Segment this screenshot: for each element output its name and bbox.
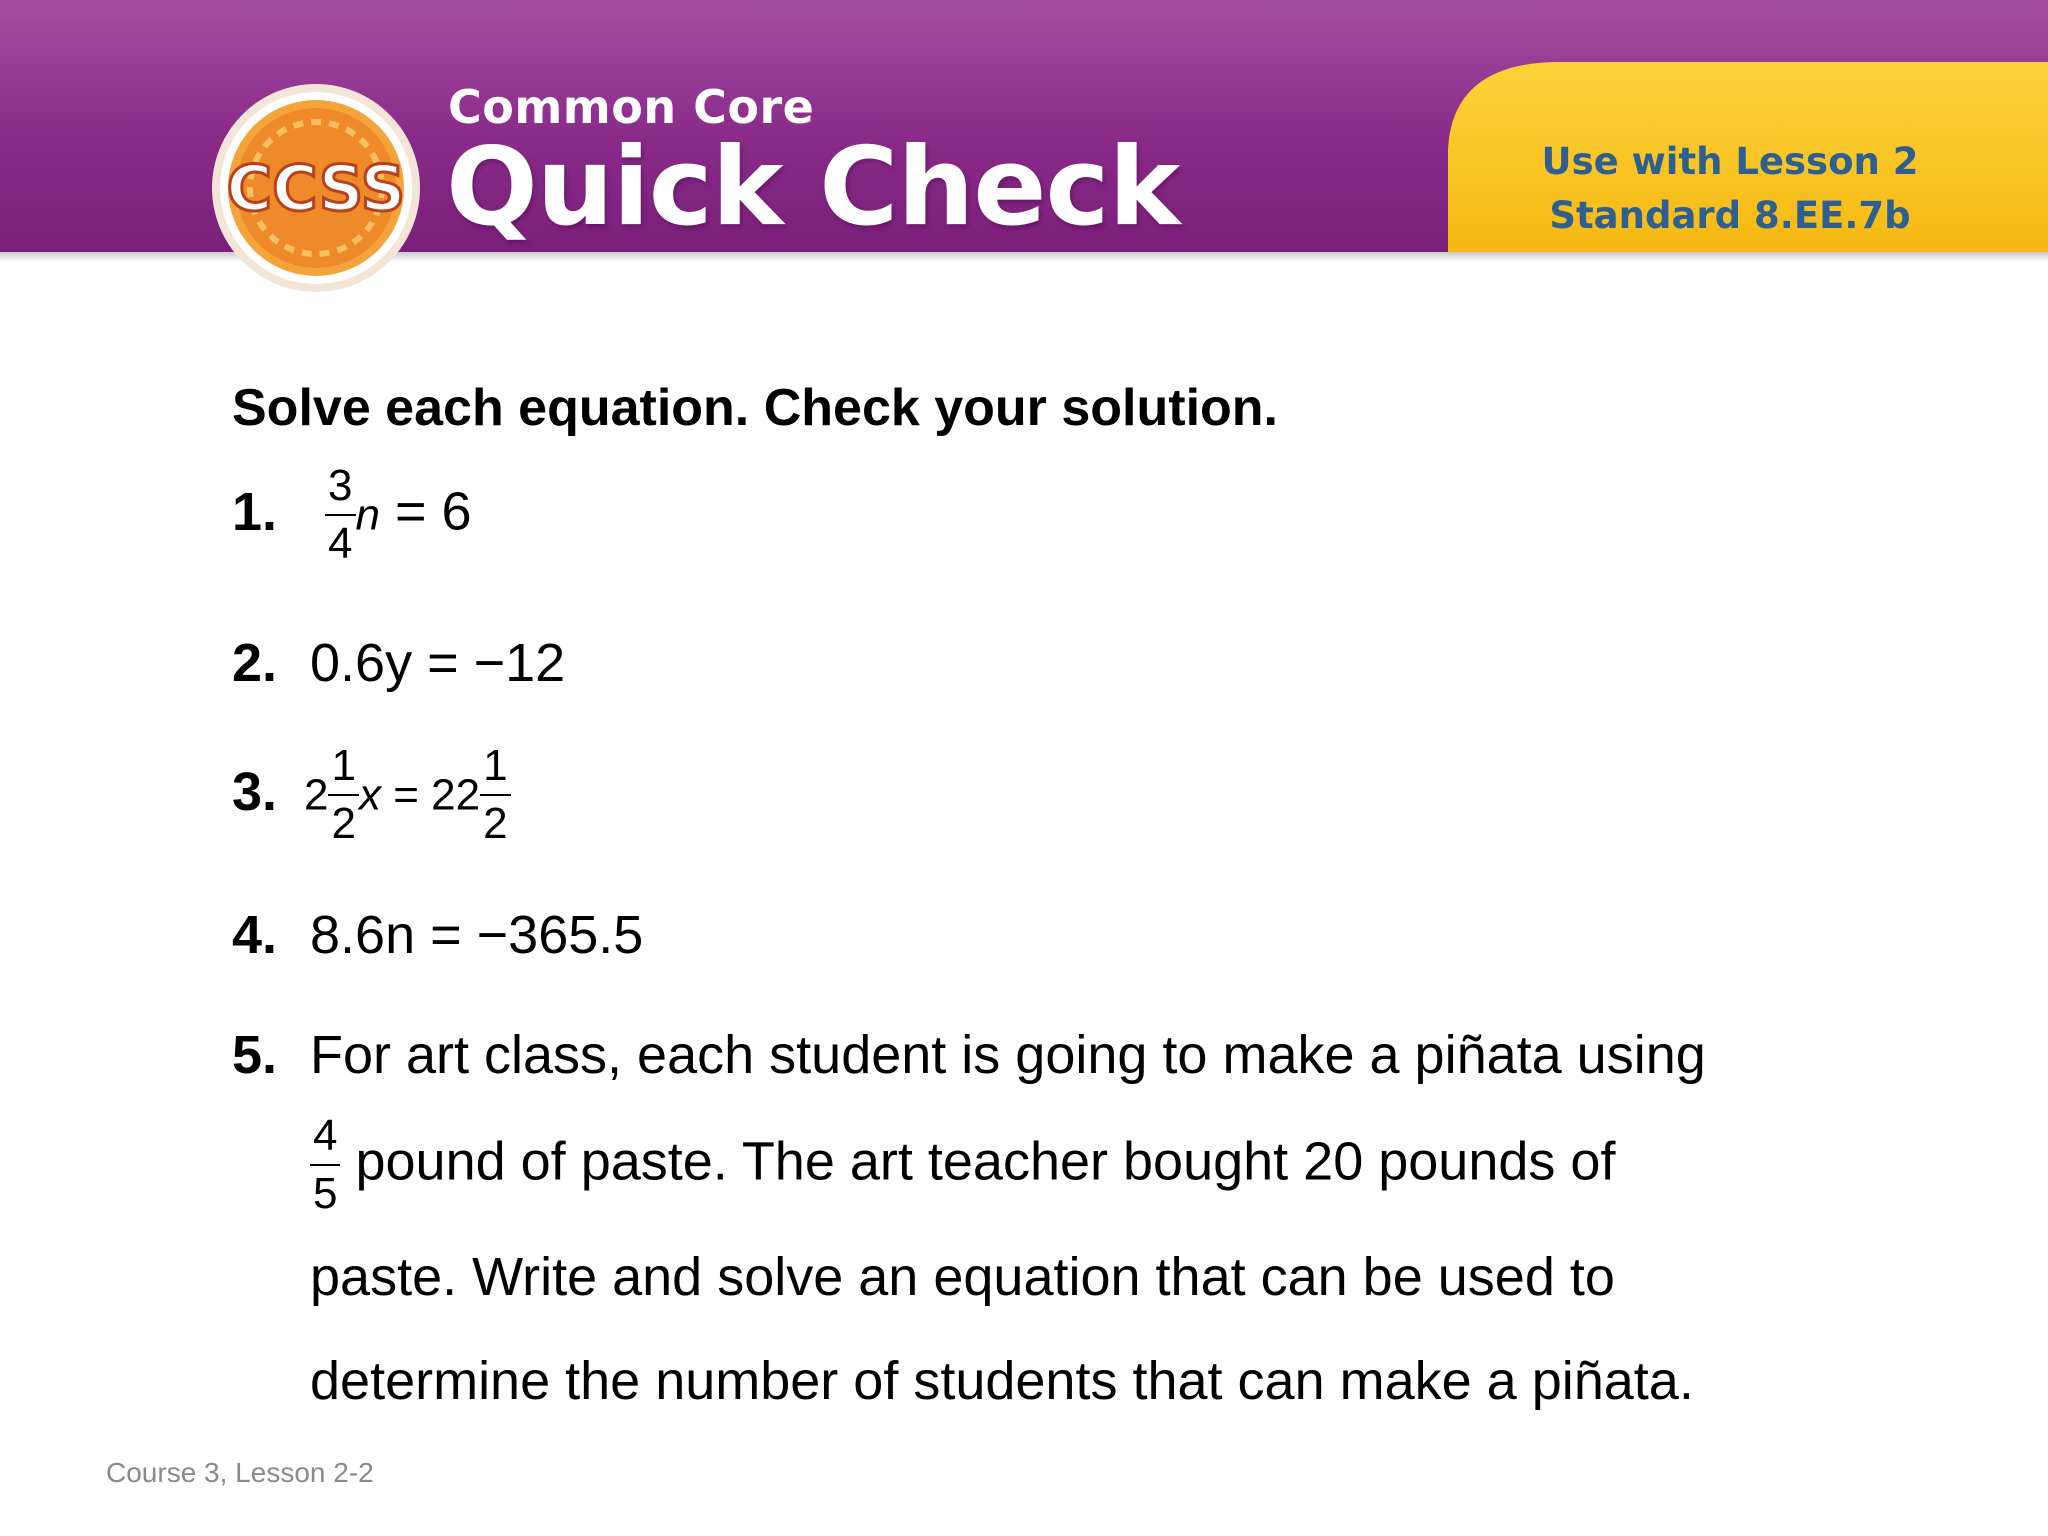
fraction-numerator: 1 <box>480 742 510 796</box>
lesson-standard-box <box>1500 135 1960 243</box>
fraction <box>310 1112 340 1219</box>
problem-5 <box>232 1024 1706 1086</box>
equation-text: 8.6n = −365.5 <box>310 905 644 965</box>
equation-text: 0.6y = −12 <box>310 633 566 693</box>
whole-number: 2 <box>304 770 329 820</box>
fraction-denominator: 2 <box>483 799 508 849</box>
fraction-numerator: 1 <box>328 742 358 796</box>
header-title: Quick Check <box>446 125 1180 250</box>
problem-number: 1. <box>232 481 278 542</box>
logo-text: CCSS <box>226 152 406 225</box>
problem-number: 5. <box>232 1025 278 1085</box>
problem-3 <box>232 742 511 849</box>
header-eyebrow: Common Core <box>448 80 815 134</box>
problem-number: 2. <box>232 633 278 693</box>
fraction-numerator: 3 <box>325 462 355 516</box>
word-problem-line-2-row <box>310 1112 1615 1219</box>
fraction-numerator: 4 <box>310 1112 340 1166</box>
standard-line: Standard 8.EE.7b <box>1549 194 1911 237</box>
word-problem-line-4: determine the number of students that can make a piñata. <box>310 1351 1694 1411</box>
problem-4 <box>232 904 643 966</box>
problem-1 <box>232 462 472 569</box>
instruction-text: Solve each equation. Check your solution. <box>232 379 1278 437</box>
problem-number: 3. <box>232 761 278 822</box>
equation-rest: = 6 <box>379 481 472 542</box>
ccss-logo <box>210 82 422 294</box>
fraction-denominator: 2 <box>331 799 356 849</box>
lesson-line: Use with Lesson 2 <box>1541 140 1919 183</box>
footer-course-lesson: Course 3, Lesson 2-2 <box>106 1457 374 1488</box>
fraction <box>480 742 510 849</box>
equation-middle: = 22 <box>380 770 481 820</box>
word-problem-line-1: For art class, each student is going to make a piñata using <box>310 1025 1706 1085</box>
word-problem-line-3: paste. Write and solve an equation that can be used to <box>310 1247 1615 1307</box>
variable: n <box>355 490 380 540</box>
variable: x <box>358 770 381 820</box>
problem-number: 4. <box>232 905 278 965</box>
fraction-denominator: 4 <box>328 519 353 569</box>
word-problem-line-2: pound of paste. The art teacher bought 20 pounds of <box>340 1131 1616 1192</box>
fraction-denominator: 5 <box>313 1169 338 1219</box>
problem-2 <box>232 632 565 694</box>
fraction <box>325 462 355 569</box>
fraction <box>328 742 358 849</box>
